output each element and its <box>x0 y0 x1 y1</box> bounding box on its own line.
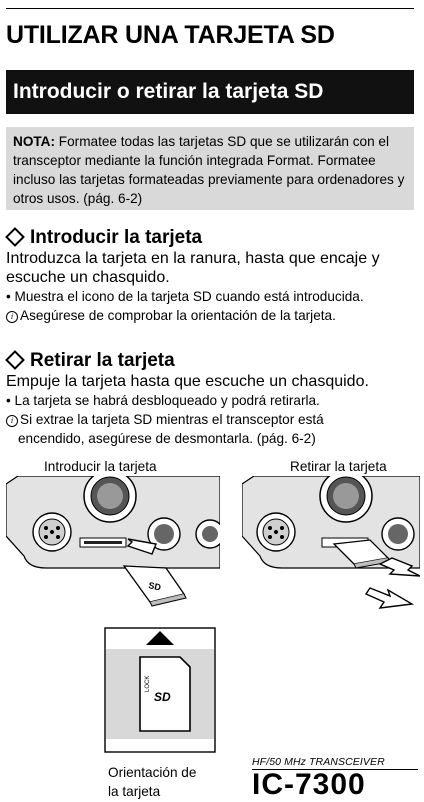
info-icon: i <box>6 415 18 427</box>
insert-info <box>6 306 416 325</box>
diamond-icon <box>5 227 25 247</box>
remove-heading-text: Retirar la tarjeta <box>30 350 175 371</box>
sd-card-icon <box>124 566 186 606</box>
svg-text:LOCK: LOCK <box>145 675 151 692</box>
remove-figure-caption: Retirar la tarjeta <box>290 459 387 474</box>
jack-icon <box>33 513 71 551</box>
jack-icon <box>257 513 295 551</box>
remove-info-cont: encendido, asegúrese de desmontarla. (pág. 6-2) <box>18 431 316 446</box>
note-box <box>6 127 414 210</box>
remove-info <box>6 410 416 429</box>
info-icon: i <box>6 311 18 323</box>
insert-body: Introduzca la tarjeta en la ranura, hasta que encaje y escuche un chasquido. <box>6 250 380 286</box>
remove-body: Empuje la tarjeta hasta que escuche un chasquido. <box>6 373 369 390</box>
remove-illustration <box>242 476 420 616</box>
insert-section <box>6 227 416 325</box>
note-label: NOTA: <box>13 134 56 149</box>
insert-heading-text: Introducir la tarjeta <box>30 227 203 248</box>
section-title: Introducir o retirar la tarjeta SD <box>13 80 324 103</box>
top-rule <box>6 8 414 9</box>
model-name: IC-7300 <box>252 768 366 801</box>
note-text: Formatee todas las tarjetas SD que se utilizarán con el transceptor mediante la función integrada Format. Formatee incluso las tarjetas formateadas previamente para ordenadores y otros usos. (pág. 6-2) <box>13 134 405 206</box>
insert-illustration <box>6 476 220 616</box>
remove-section <box>6 350 416 448</box>
orientation-caption <box>108 763 196 801</box>
sd-card-icon <box>140 657 190 731</box>
svg-text:SD: SD <box>147 580 162 593</box>
orientation-inset <box>104 627 216 753</box>
remove-info-text: Si extrae la tarjeta SD mientras el transceptor está <box>20 412 324 427</box>
page-title: UTILIZAR UNA TARJETA SD <box>6 21 335 49</box>
section-bar <box>6 70 414 114</box>
model-subtitle: HF/50 MHz TRANSCEIVER <box>252 756 385 768</box>
svg-text:SD: SD <box>154 690 171 704</box>
orientation-caption-line1: Orientación de <box>108 765 197 780</box>
insert-heading <box>6 227 416 249</box>
insert-bullet: • Muestra el icono de la tarjeta SD cuando está introducida. <box>6 289 364 304</box>
insert-figure-caption: Introducir la tarjeta <box>44 459 157 474</box>
orientation-caption-line2: la tarjeta <box>108 784 161 799</box>
insert-info-text: Asegúrese de comprobar la orientación de la tarjeta. <box>20 308 336 323</box>
remove-heading <box>6 350 416 372</box>
diamond-icon <box>5 350 25 370</box>
arrow-icon <box>366 588 412 608</box>
remove-bullet: • La tarjeta se habrá desbloqueado y podrá retirarla. <box>6 393 320 408</box>
